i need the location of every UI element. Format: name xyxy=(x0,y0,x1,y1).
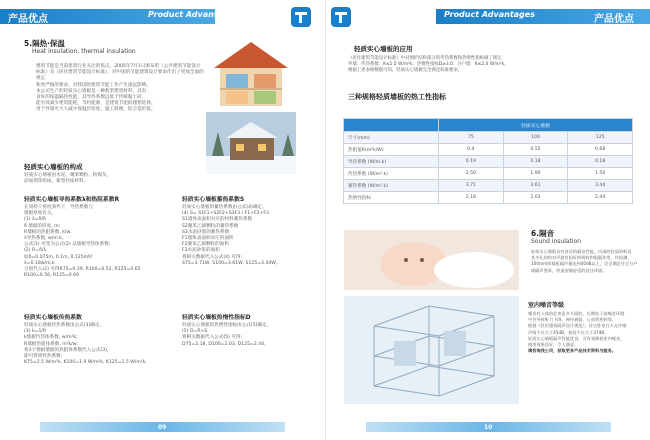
sound-section-title: 6.隔音 xyxy=(531,229,555,238)
table-cell: 蓄热系数 (W/m².k) xyxy=(344,180,439,192)
table-cell: 热惰性指标 xyxy=(344,192,439,204)
table-cell: 100 xyxy=(503,132,568,144)
left-section-title: 5.隔热·保温 xyxy=(24,39,65,48)
table-cell: 2.03 xyxy=(503,192,568,204)
company-logo-icon xyxy=(290,6,312,28)
right-page xyxy=(325,0,650,440)
company-logo-icon xyxy=(330,6,352,28)
noise-level-text: 噪音对人体的危害是多方面的，长期处于高噪音环境 中会导致听力下降、神经衰弱、心血管疾病等。 根据《民用建筑隔声设计规范》，住宅卧室白天允许噪 声级不应大于45dB，夜间不应大于37dB。 轻质实心墙板隔声性能优良，可有效降低室内噪音， 使用效果良好，令人满意。 请咨询我公司，获取更多产品技术资料与服务。 xyxy=(528,311,627,354)
right-page-number: 10 xyxy=(484,424,493,431)
application-title: 轻质实心墙板的应用 xyxy=(354,45,413,53)
table-cell: 0.19 xyxy=(439,156,504,168)
left-header-title-zh: 产品优点 xyxy=(8,14,48,25)
table-header-cell: 轻质实心墙板 xyxy=(439,119,633,132)
table-cell: 导热系数 (W/m.k) xyxy=(344,156,439,168)
table-cell: 75 xyxy=(439,132,504,144)
table-cell: 125 xyxy=(568,132,633,144)
sleeping-baby-image xyxy=(344,230,519,290)
table-cell: 2.18 xyxy=(439,192,504,204)
table-cell: 热阻值R(m²k/W) xyxy=(344,144,439,156)
table-row xyxy=(344,156,633,168)
wall-composition-text: 轻质实心墙板由水泥、聚苯颗粒、粉煤灰、 添加剂等组成，新型轻质材料。 xyxy=(24,173,112,185)
left-header-title-en: Product Advantages xyxy=(148,10,239,19)
table-header-row xyxy=(344,119,633,132)
wall-composition-title: 轻质实心墙板的构成 xyxy=(24,163,83,171)
application-text: 《居住建筑节能设计标准》中对围护结构部分的传热系数和热惰性指标做了规定： 外墙：传热系数：K≤1.5 W/m²k，热惰性指标D≥3.0；分户墙：K≤2.0 W/m²k。 根据上述表格数据可知，轻质实心墙板完全满足标准要求。 xyxy=(348,56,509,74)
table-cell: 1.90 xyxy=(503,168,568,180)
heat-storage-title: 轻质实心墙板蓄热系数S xyxy=(182,197,245,203)
table-title: 三种规格轻质墙板的热工性指标 xyxy=(348,93,446,101)
left-page-number: 09 xyxy=(158,424,167,431)
table-cell: 1.50 xyxy=(568,168,633,180)
table-row xyxy=(344,144,633,156)
table-cell: 2.50 xyxy=(439,168,504,180)
table-cell: 尺寸(mm) xyxy=(344,132,439,144)
table-cell: 0.68 xyxy=(568,144,633,156)
right-header-title-en: Product Advantages xyxy=(444,10,535,19)
heat-transfer-title: 轻质实心墙板传热系数 xyxy=(24,315,82,321)
table-row xyxy=(344,192,633,204)
thermal-spec-table xyxy=(343,118,633,204)
right-header xyxy=(326,0,650,28)
snowy-house-image xyxy=(206,112,296,174)
left-section-subtitle: Heat insulation, thermal insulation xyxy=(32,48,136,55)
sound-text: 轻质实心墙板具有良好的隔音性能，内部的轻质材料及 其多孔结构对声波有很好的吸收和阻隔作用，经检测， 100mm厚墙板隔声量达到40dB以上，完全满足住宅分户 墙隔声要求，营造安静舒适的居住环境。 xyxy=(531,249,638,273)
right-header-title-zh: 产品优点 xyxy=(594,14,634,25)
table-cell: 2.44 xyxy=(568,192,633,204)
table-cell: 传热系数 (W/m².k) xyxy=(344,168,439,180)
table-cell: 3.61 xyxy=(503,180,568,192)
conductivity-text: 在同样干密度条件下，导热系数与 墙板厚度有关。 (1) λ=δ/R δ 墙板的厚度, m; R墙板的热阻系数, k/w, λ导热系数, w/m.k。 公式(1) 可变为公式(2) 以墙板导热体系数: (2) R=δ/λ 如δ=0.075m, 0.1m, 0.125m时 λ=0.18w/m.k 分别代入(2) 可得R75=0.39, R100=0.52, R125=0.65 R100=0.56, R125=0.69 xyxy=(24,205,141,279)
house-cutaway-image xyxy=(206,38,296,110)
table-row xyxy=(344,168,633,180)
left-header xyxy=(0,0,325,28)
noise-level-title: 室内噪音等级 xyxy=(528,302,565,309)
sound-section-subtitle: Sound insulation xyxy=(531,238,582,245)
table-cell: 3.71 xyxy=(439,180,504,192)
table-cell: 0.18 xyxy=(503,156,568,168)
table-cell: 0.18 xyxy=(568,156,633,168)
table-cell: 0.4 xyxy=(439,144,504,156)
thermal-inertia-text: 轻质实心墙板的热惰性指标由公式(5)确定。 (5) D=R×S 将相关数据代入公式(5) 可得: D75=2.18, D100=2.03, D125=2.44。 xyxy=(182,323,272,347)
table-cell: 3.44 xyxy=(568,180,633,192)
table-row xyxy=(344,132,633,144)
building-structure-image xyxy=(344,296,519,404)
table-cell: 0.55 xyxy=(503,144,568,156)
conductivity-title: 轻质实心墙板导热系数λ和热阻系数R xyxy=(24,197,120,203)
thermal-inertia-title: 轻质实心墙板热惰性指标D xyxy=(182,315,251,321)
heat-storage-text: 轻质实心墙板的蓄热系数由公式(4)确定。 (4) S= S1F1+S2F2+S3F3 / F1+F2+F3 S1墙体表面积对应的材料蓄热系数 S2聚苯乙烯颗粒的蓄热系数 S3水泥砂浆的蓄热系数 F1墙体表面积对应的面积 F2聚苯乙烯颗粒的面积 F3水泥砂浆的面积 将相关数据代入公式(4) 可得: S75=3.71W, S100=3.61W, S125=3.44W。 xyxy=(182,205,281,266)
heat-transfer-text: 轻质实心墙板传热系数由公式(3)确定。 (3) k=1/R k墙板传热体系数, w/m²k; R墙板热阻体系数, m²k/w; 将3个墙板墙板的热阻体系数代入公式(3)， 即可得到传热系数: K75=2.5 W/m²k, K100=1.9 W/m²k, K125=1.5 W/m²k。 xyxy=(24,323,150,366)
intro-paragraph: 建筑节能是当前建筑行业关注的焦点，2005年7月1日颁布的《公共建筑节能设计标准》及《居住建筑节能设计标准》，对中国的节能建筑设计要求作出了更加全面的规定 和更严格的要求，对我国的建筑节能工作产生深远影响。 本公司生产的轻质实心墙板是一种新型建筑材料，具有 良好的保温隔热性能，其导热系数远低于传统黏土砖， 能有效减少建筑能耗，节约能源，是建筑节能的理想选择。 用于外墙可大大减少保温层厚度，施工简便，综合造价低。 xyxy=(36,64,204,113)
table-row xyxy=(344,180,633,192)
table-header-cell xyxy=(344,119,439,132)
